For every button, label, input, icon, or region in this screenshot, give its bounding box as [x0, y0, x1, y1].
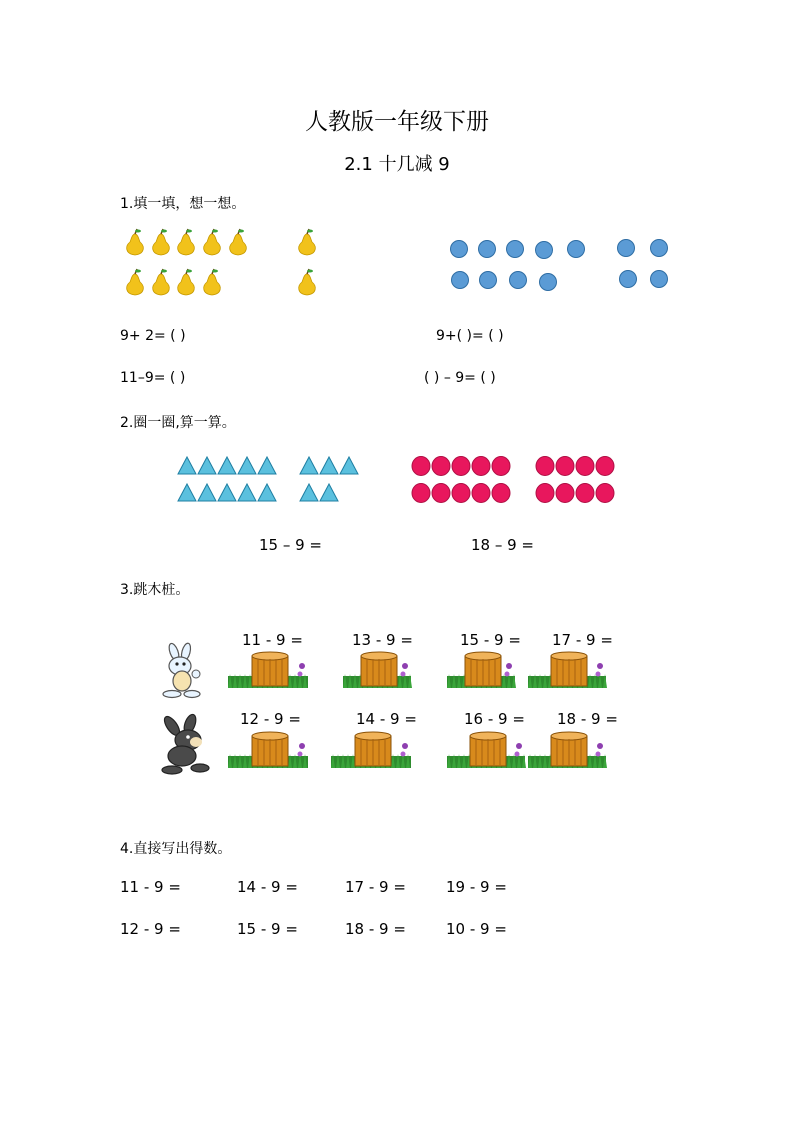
stump-equation: 14 - 9 =: [356, 710, 417, 728]
triangle-icon: [238, 484, 256, 501]
stump-equation: 16 - 9 =: [464, 710, 525, 728]
tree-stump-icon: [343, 650, 411, 690]
dot-icon: [472, 484, 490, 503]
dot-icon: [452, 457, 470, 476]
circle-icon: [507, 241, 524, 258]
pear-icon: [127, 229, 144, 255]
dot-icon: [412, 457, 430, 476]
circle-icon: [451, 241, 468, 258]
triangle-icon: [218, 457, 236, 474]
dot-icon: [576, 484, 594, 503]
dot-icon: [576, 457, 594, 476]
dot-icon: [432, 484, 450, 503]
section-1-heading: 1.填一填，想一想。: [120, 196, 246, 212]
dot-icon: [492, 457, 510, 476]
pear-group: [125, 228, 345, 298]
dot-icon: [492, 484, 510, 503]
circle-icon: [651, 240, 668, 257]
circle-group: [445, 236, 675, 296]
circle-icon: [480, 272, 497, 289]
pear-icon: [204, 229, 221, 255]
stump-equation: 15 - 9 =: [460, 631, 521, 649]
tree-stump-icon: [228, 730, 308, 770]
gray-rabbit-icon: [158, 714, 214, 776]
equation-blank-minus-9: ( ) – 9= ( ): [424, 370, 496, 386]
circle-icon: [479, 241, 496, 258]
pear-icon: [127, 269, 144, 295]
stump-equation: 12 - 9 =: [240, 710, 301, 728]
pear-icon: [178, 269, 195, 295]
white-rabbit-icon: [160, 644, 206, 700]
dot-icon: [472, 457, 490, 476]
direct-answer-equation: 14 - 9 =: [237, 878, 298, 896]
triangle-icon: [218, 484, 236, 501]
triangle-icon: [198, 484, 216, 501]
stump-equation: 18 - 9 =: [557, 710, 618, 728]
direct-answer-equation: 12 - 9 =: [120, 920, 181, 938]
dot-icon: [596, 457, 614, 476]
pear-icon: [299, 229, 316, 255]
tree-stump-icon: [528, 730, 606, 770]
triangle-icon: [300, 457, 318, 474]
pear-icon: [299, 269, 316, 295]
triangle-icon: [238, 457, 256, 474]
direct-answer-equation: 15 - 9 =: [237, 920, 298, 938]
section-2-heading: 2.圈一圈,算一算。: [120, 415, 236, 431]
triangle-icon: [178, 484, 196, 501]
circle-icon: [452, 272, 469, 289]
page-subtitle: 2.1 十几减 9: [344, 154, 450, 175]
stump-equation: 17 - 9 =: [552, 631, 613, 649]
circle-icon: [618, 240, 635, 257]
triangle-icon: [320, 457, 338, 474]
triangle-icon: [320, 484, 338, 501]
stump-equation: 11 - 9 =: [242, 631, 303, 649]
circle-icon: [510, 272, 527, 289]
circle-icon: [651, 271, 668, 288]
triangle-icon: [258, 457, 276, 474]
triangle-icon: [198, 457, 216, 474]
dot-icon: [536, 484, 554, 503]
section-3-heading: 3.跳木桩。: [120, 582, 190, 598]
circle-icon: [540, 274, 557, 291]
dot-icon: [596, 484, 614, 503]
triangle-icon: [178, 457, 196, 474]
equation-15-minus-9: 15 – 9 =: [259, 536, 323, 554]
equation-18-minus-9: 18 – 9 =: [471, 536, 535, 554]
page-title: 人教版一年级下册: [305, 109, 489, 135]
pear-icon: [204, 269, 221, 295]
direct-answer-equation: 11 - 9 =: [120, 878, 181, 896]
dot-icon: [556, 457, 574, 476]
dot-icon: [432, 457, 450, 476]
dot-group: [410, 456, 615, 502]
direct-answer-equation: 10 - 9 =: [446, 920, 507, 938]
equation-9-plus-blank: 9+( )= ( ): [436, 328, 504, 344]
tree-stump-icon: [447, 730, 525, 770]
dot-icon: [412, 484, 430, 503]
pear-icon: [178, 229, 195, 255]
dot-icon: [452, 484, 470, 503]
pear-icon: [153, 269, 170, 295]
stump-equation: 13 - 9 =: [352, 631, 413, 649]
circle-icon: [620, 271, 637, 288]
tree-stump-icon: [447, 650, 515, 690]
tree-stump-icon: [331, 730, 411, 770]
triangle-group: [178, 456, 368, 504]
pear-icon: [153, 229, 170, 255]
circle-icon: [536, 242, 553, 259]
direct-answer-equation: 19 - 9 =: [446, 878, 507, 896]
direct-answer-equation: 18 - 9 =: [345, 920, 406, 938]
pear-icon: [230, 229, 247, 255]
direct-answer-equation: 17 - 9 =: [345, 878, 406, 896]
triangle-icon: [258, 484, 276, 501]
dot-icon: [536, 457, 554, 476]
circle-icon: [568, 241, 585, 258]
section-4-heading: 4.直接写出得数。: [120, 841, 232, 857]
dot-icon: [556, 484, 574, 503]
triangle-icon: [340, 457, 358, 474]
triangle-icon: [300, 484, 318, 501]
tree-stump-icon: [528, 650, 606, 690]
equation-11-minus-9: 11–9= ( ): [120, 370, 186, 386]
tree-stump-icon: [228, 650, 308, 690]
equation-9-plus-2: 9+ 2= ( ): [120, 328, 186, 344]
